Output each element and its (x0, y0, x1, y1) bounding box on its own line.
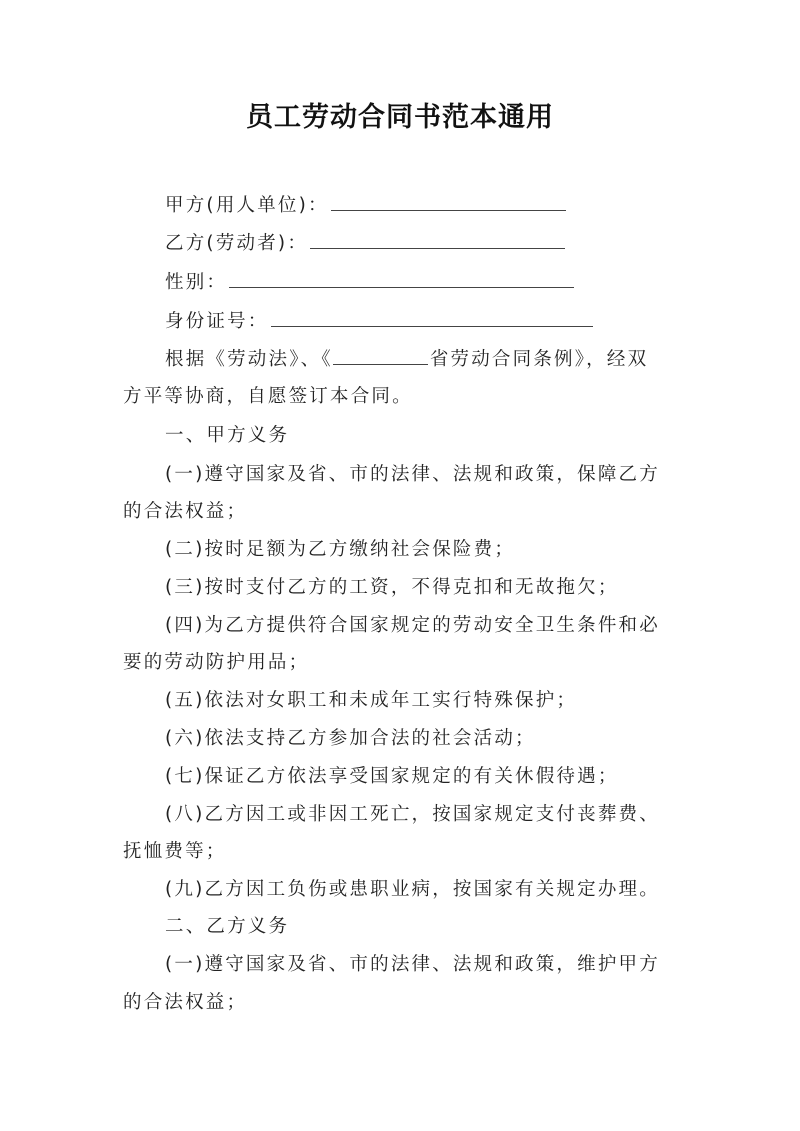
gender-field (165, 263, 574, 303)
preamble-after: 省劳动合同条例》，经双 (429, 349, 649, 370)
section-1-heading: 一、甲方义务 (165, 425, 290, 446)
s1-item-6: (六)依法支持乙方参加合法的社会活动； (165, 728, 536, 749)
s1-item-9: (九)乙方因工负伤或患职业病，按国家有关规定办理。 (165, 879, 660, 900)
party-b-blank (310, 226, 565, 249)
id-blank (271, 304, 593, 327)
s1-item-1-line-1: (一)遵守国家及省、市的法律、法规和政策，保障乙方 (165, 464, 660, 485)
party-b-field (165, 224, 565, 264)
s1-item-4-line-2: 要的劳动防护用品； (123, 652, 310, 673)
s2-item-1-line-1: (一)遵守国家及省、市的法律、法规和政策，维护甲方 (165, 954, 660, 975)
s1-item-8-line-2: 抚恤费等； (123, 841, 227, 862)
s1-item-3: (三)按时支付乙方的工资，不得克扣和无故拖欠； (165, 577, 619, 598)
party-a-label: 甲方(用人单位)： (165, 195, 329, 216)
s1-item-2: (二)按时足额为乙方缴纳社会保险费； (165, 539, 516, 560)
preamble-before: 根据《劳动法》、《 (165, 349, 333, 370)
s2-item-1-line-2: 的合法权益； (123, 992, 248, 1013)
party-a-blank (331, 188, 566, 211)
id-label: 身份证号： (165, 311, 269, 332)
party-b-label: 乙方(劳动者)： (165, 233, 309, 254)
gender-label: 性别： (165, 272, 228, 293)
document-title: 员工劳动合同书范本通用 (246, 102, 554, 133)
s1-item-8-line-1: (八)乙方因工或非因工死亡，按国家规定支付丧葬费、 (165, 804, 660, 825)
gender-blank (229, 265, 574, 288)
party-a-field (165, 186, 566, 226)
section-2-heading: 二、乙方义务 (165, 916, 290, 937)
s1-item-4-line-1: (四)为乙方提供符合国家规定的劳动安全卫生条件和必 (165, 615, 660, 636)
preamble-line-2: 方平等协商，自愿签订本合同。 (123, 386, 413, 407)
s1-item-1-line-2: 的合法权益； (123, 501, 248, 522)
s1-item-7: (七)保证乙方依法享受国家规定的有关休假待遇； (165, 766, 619, 787)
preamble-line-1 (165, 340, 648, 380)
id-field (165, 302, 593, 342)
province-blank (333, 342, 428, 365)
s1-item-5: (五)依法对女职工和未成年工实行特殊保护； (165, 690, 578, 711)
